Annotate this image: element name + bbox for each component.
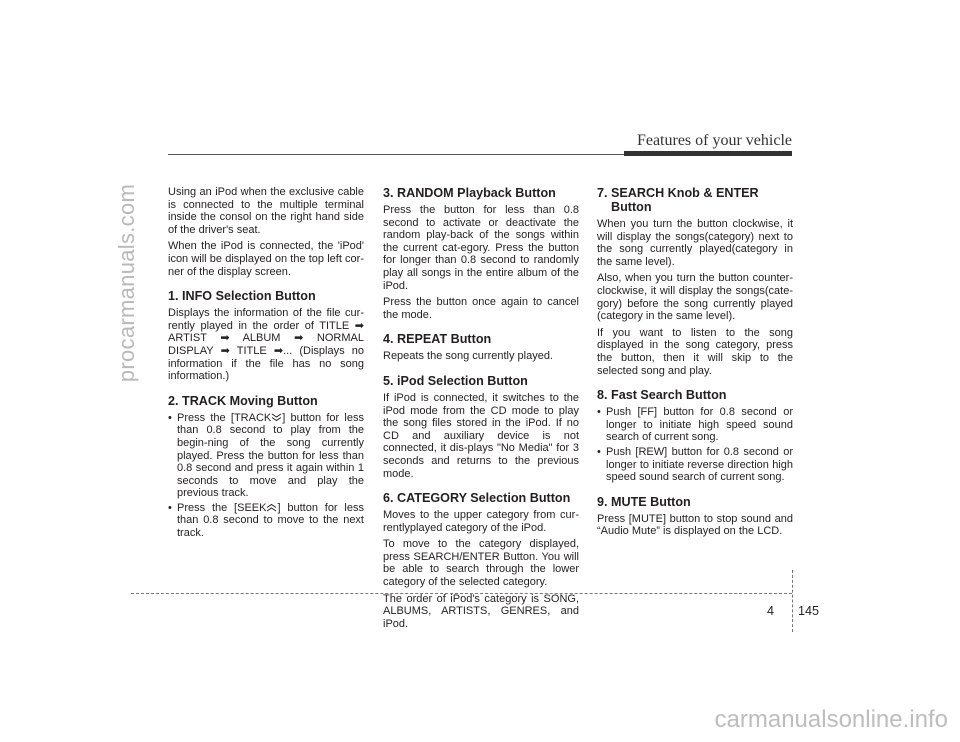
column-left xyxy=(168,186,364,542)
section-info-text: Displays the information of the file cur-rently played in the order of TITLE ➡ ARTIST ➡ ALBUM ➡ NORMAL DISPLAY ➡ TITLE ➡... (Displays no information if the file has no song information.) xyxy=(168,307,364,383)
section-search-text-3: If you want to listen to the song displayed in the song category, press the button, then it will skip to the selected song and play. xyxy=(597,326,793,377)
section-fast-search-title: 8. Fast Search Button xyxy=(597,388,727,403)
bullet-item xyxy=(597,446,793,484)
section-info-title: 1. INFO Selection Button xyxy=(168,289,316,304)
double-chevron-down-icon xyxy=(271,413,282,422)
header-title: Features of your vehicle xyxy=(636,132,792,149)
bullet-text xyxy=(177,502,364,540)
section-mute-title: 9. MUTE Button xyxy=(597,494,691,509)
bottom-watermark: carmanualsonline.info xyxy=(714,706,948,733)
section-mute-text: Press [MUTE] button to stop sound and “Audio Mute” is displayed on the LCD. xyxy=(597,512,793,538)
column-right xyxy=(597,186,793,542)
section-category-text-2: To move to the category displayed, press SEARCH/ENTER Button. You will be able to search through the lower category of the selected category. xyxy=(383,538,579,589)
section-search-text-2: Also, when you turn the button counter-clockwise, it will display the songs(cate-gory) before the song currently played (category in the same level). xyxy=(597,272,793,323)
bullet-item xyxy=(168,412,364,500)
section-repeat-text: Repeats the song currently played. xyxy=(383,350,553,363)
column-middle xyxy=(383,186,579,634)
track-post-text: ] button for less than 0.8 second to play from the begin-ning of the song currently played. Press the button for less than 0.8 second and press it again within 1 seconds to move and play the previous track. xyxy=(177,411,364,500)
bullet-text: Push [REW] button for 0.8 second or longer to initiate reverse direction high speed sound search of current song. xyxy=(606,445,793,484)
intro-paragraph-2: When the iPod is connected, the 'iPod' icon will be displayed on the top left cor-ner of the display screen. xyxy=(168,240,364,278)
section-search-text-1: When you turn the button clockwise, it will display the songs(category) next to the song currently played(category in the same level). xyxy=(597,218,793,268)
bullet-item xyxy=(597,406,793,444)
section-ipod-text: If iPod is connected, it switches to the iPod mode from the CD mode to play the song files stored in the iPod. If no CD and auxiliary device is not connected, it dis-plays "No Media" for 3 seconds and returns to the previous mode. xyxy=(383,391,579,480)
footer-rule xyxy=(131,593,792,594)
section-category-text-1: Moves to the upper category from cur-rentlyplayed category of the iPod. xyxy=(383,509,579,534)
section-track-title: 2. TRACK Moving Button xyxy=(168,393,318,408)
intro-paragraph-1: Using an iPod when the exclusive cable is connected to the multiple terminal inside the consol on the right hand side of the driver's seat. xyxy=(168,186,364,236)
footer-vertical-rule xyxy=(792,570,793,632)
section-random-text-1: Press the button for less than 0.8 second to activate or deactivate the random play-back of the songs within the current cat-egory. Press the button for longer than 0.8 second to randomly play all songs in the entire album of the iPod. xyxy=(383,204,579,292)
side-watermark: procarmanuals.com xyxy=(114,183,139,383)
section-category-text-3: The order of iPod's category is SONG, ALBUMS, ARTISTS, GENRES, and iPod. xyxy=(383,592,579,630)
section-random-text-2: Press the button once again to cancel the mode. xyxy=(383,296,579,321)
bullet-dot: • xyxy=(168,411,172,424)
seek-pre-text: Press the [SEEK xyxy=(177,501,267,514)
section-ipod-title: 5. iPod Selection Button xyxy=(383,373,528,388)
section-search-title: 7. SEARCH Knob & ENTER Button xyxy=(597,186,759,214)
bullet-text: Push [FF] button for 0.8 second or longer to initiate high speed sound search of current song. xyxy=(606,406,793,444)
chapter-number: 4 xyxy=(767,604,775,618)
bullet-item xyxy=(168,502,364,540)
bullet-dot: • xyxy=(168,501,172,514)
track-pre-text: Press the [TRACK xyxy=(177,411,272,424)
header-rule-thick xyxy=(624,151,792,156)
double-chevron-up-icon xyxy=(266,503,277,512)
section-repeat-title: 4. REPEAT Button xyxy=(383,332,492,347)
page-number: 145 xyxy=(798,604,820,618)
section-random-title: 3. RANDOM Playback Button xyxy=(383,186,556,200)
bullet-text xyxy=(177,412,364,500)
bullet-dot: • xyxy=(597,406,601,419)
bullet-dot: • xyxy=(597,445,601,458)
seek-post-text: ] button for less than 0.8 second to move to the next track. xyxy=(177,501,364,540)
header-rule-thin xyxy=(168,154,624,155)
section-category-title: 6. CATEGORY Selection Button xyxy=(383,491,571,506)
